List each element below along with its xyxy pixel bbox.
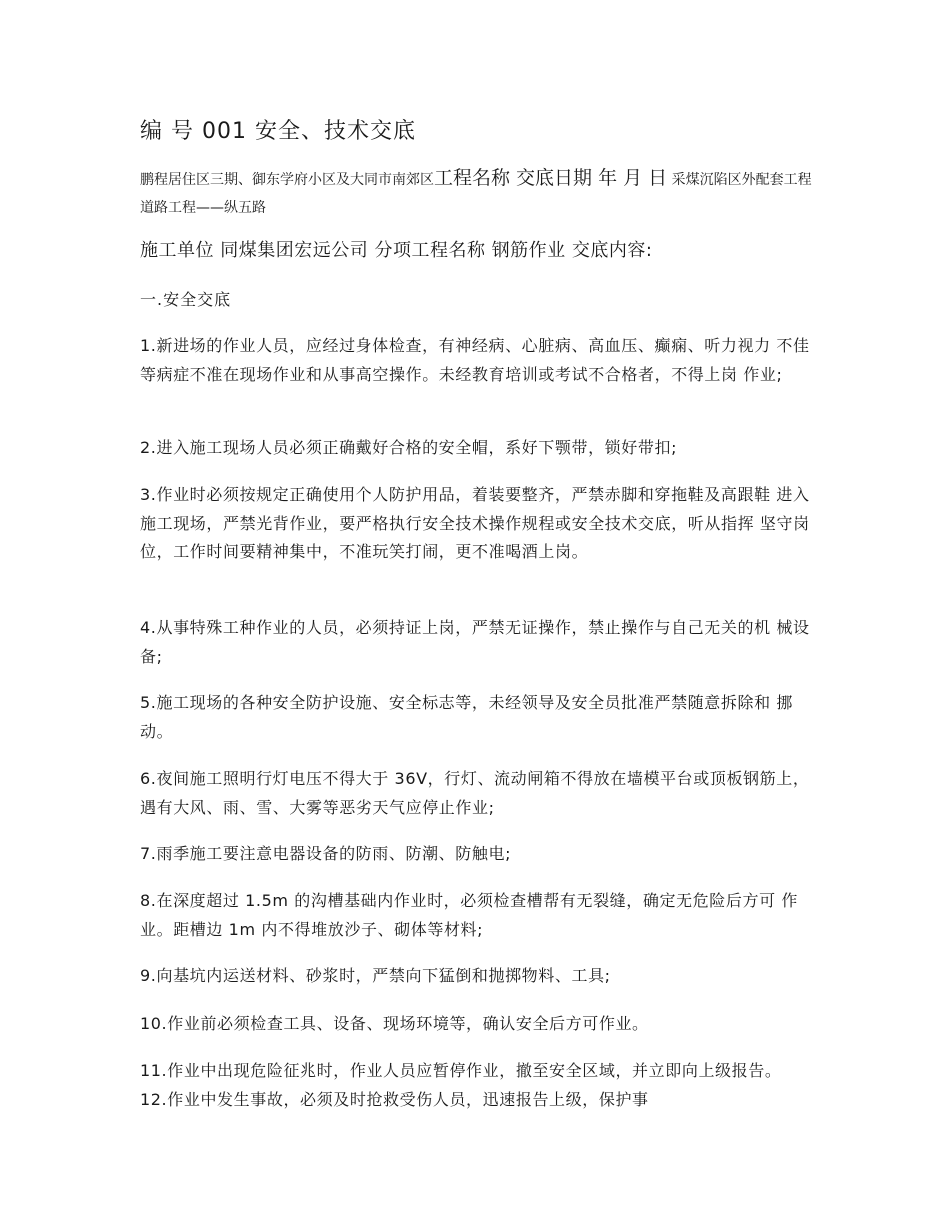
safety-item-3: 3.作业时必须按规定正确使用个人防护用品，着装要整齐，严禁赤脚和穿拖鞋及高跟鞋 进入施工现场，严禁光背作业，要严格执行安全技术操作规程或安全技术交底，听从指挥 坚守岗位，工作时间要精神集中，不准玩笑打闹，更不准喝酒上岗。	[140, 485, 810, 561]
project-name-suffix: 采煤沉陷区外配套工程 道路工程——纵五路	[140, 172, 812, 216]
project-name-prefix: 鹏程居住区三期、御东学府小区及大同市南郊区	[140, 172, 434, 188]
construction-unit-line: 施工单位 同煤集团宏远公司 分项工程名称 钢筋作业 交底内容:	[140, 240, 653, 261]
section-heading: 一.安全交底	[140, 290, 232, 309]
meta-labels: 工程名称 交底日期 年 月 日	[434, 167, 668, 189]
safety-item-2: 2.进入施工现场人员必须正确戴好合格的安全帽，系好下颚带，锁好带扣;	[140, 438, 678, 457]
safety-item-4: 4.从事特殊工种作业的人员，必须持证上岗，严禁无证操作，禁止操作与自己无关的机 械设备;	[140, 618, 810, 666]
project-meta	[140, 164, 812, 222]
document-title: 编 号 001 安全、技术交底	[140, 119, 416, 144]
safety-item-10: 10.作业前必须检查工具、设备、现场环境等，确认安全后方可作业。	[140, 1014, 649, 1033]
safety-item-9: 9.向基坑内运送材料、砂浆时，严禁向下猛倒和抛掷物料、工具;	[140, 966, 611, 985]
safety-item-6: 6.夜间施工照明行灯电压不得大于 36V，行灯、流动闸箱不得放在墙模平台或顶板钢筋上， 遇有大风、雨、雪、大雾等恶劣天气应停止作业;	[140, 769, 810, 817]
safety-item-11: 11.作业中出现危险征兆时，作业人员应暂停作业，撤至安全区域，并立即向上级报告。 12.作业中发生事故，必须及时抢救受伤人员，迅速报告上级，保护事	[140, 1061, 782, 1109]
safety-item-8: 8.在深度超过 1.5m 的沟槽基础内作业时，必须检查槽帮有无裂缝，确定无危险后方可 作业。距槽边 1m 内不得堆放沙子、砌体等材料;	[140, 891, 798, 939]
safety-item-7: 7.雨季施工要注意电器设备的防雨、防潮、防触电;	[140, 844, 512, 863]
safety-item-1: 1.新进场的作业人员，应经过身体检查，有神经病、心脏病、高血压、癫痫、听力视力 不佳等病症不准在现场作业和从事高空操作。未经教育培训或考试不合格者，不得上岗 作业;	[140, 336, 810, 384]
safety-item-5: 5.施工现场的各种安全防护设施、安全标志等，未经领导及安全员批准严禁随意拆除和 挪动。	[140, 693, 793, 741]
